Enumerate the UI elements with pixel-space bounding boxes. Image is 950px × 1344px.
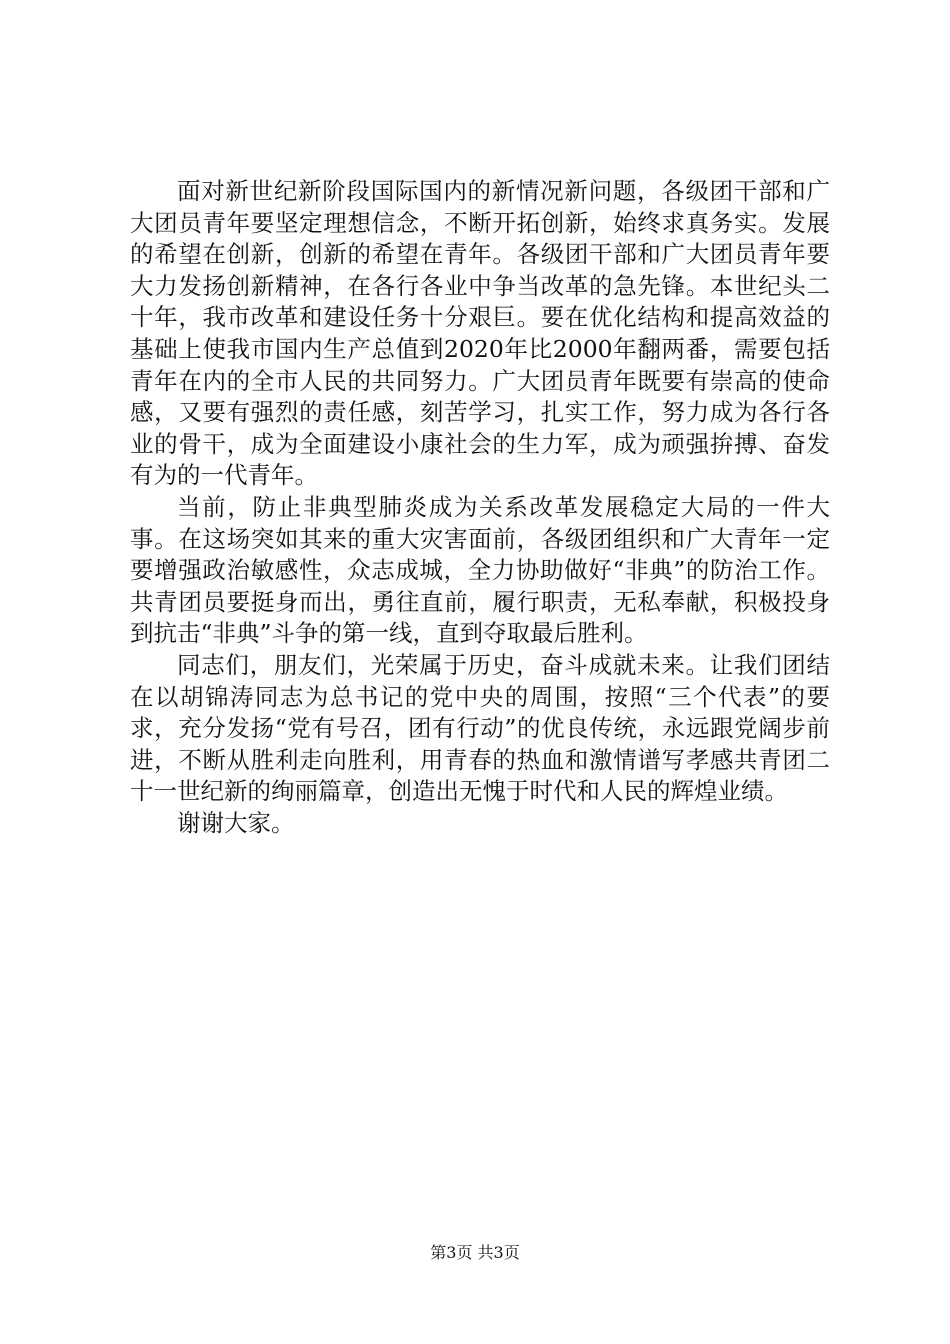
document-body (130, 176, 830, 839)
paragraph-closing: 谢谢大家。 (177, 808, 295, 837)
page-number-footer: 第3页 共3页 (430, 1243, 520, 1262)
paragraph-call-to-action: 同志们，朋友们，光荣属于历史，奋斗成就未来。让我们团结在以胡锦涛同志为总书记的党中央的周围，按照“三个代表”的要求，充分发扬“党有号召，团有行动”的优良传统，永远跟党阔步前进，不断从胜利走向胜利，用青春的热血和激情谱写孝感共青团二十一世纪新的绚丽篇章，创造出无愧于时代和人民的辉煌业绩。 (130, 650, 830, 806)
paragraph-innovation: 面对新世纪新阶段国际国内的新情况新问题，各级团干部和广大团员青年要坚定理想信念，不断开拓创新，始终求真务实。发展的希望在创新，创新的希望在青年。各级团干部和广大团员青年要大力发扬创新精神，在各行各业中争当改革的急先锋。本世纪头二十年，我市改革和建设任务十分艰巨。要在优化结构和提高效益的基础上使我市国内生产总值到2020年比2000年翻两番，需要包括青年在内的全市人民的共同努力。广大团员青年既要有崇高的使命感，又要有强烈的责任感，刻苦学习，扎实工作，努力成为各行各业的骨干，成为全面建设小康社会的生力军，成为顽强拚搏、奋发有为的一代青年。 (130, 177, 830, 490)
paragraph-sars-prevention: 当前，防止非典型肺炎成为关系改革发展稳定大局的一件大事。在这场突如其来的重大灾害面前，各级团组织和广大青年一定要增强政治敏感性，众志成城，全力协助做好“非典”的防治工作。共青团员要挺身而出，勇往直前，履行职责，无私奉献，积极投身到抗击“非典”斗争的第一线，直到夺取最后胜利。 (130, 492, 830, 648)
